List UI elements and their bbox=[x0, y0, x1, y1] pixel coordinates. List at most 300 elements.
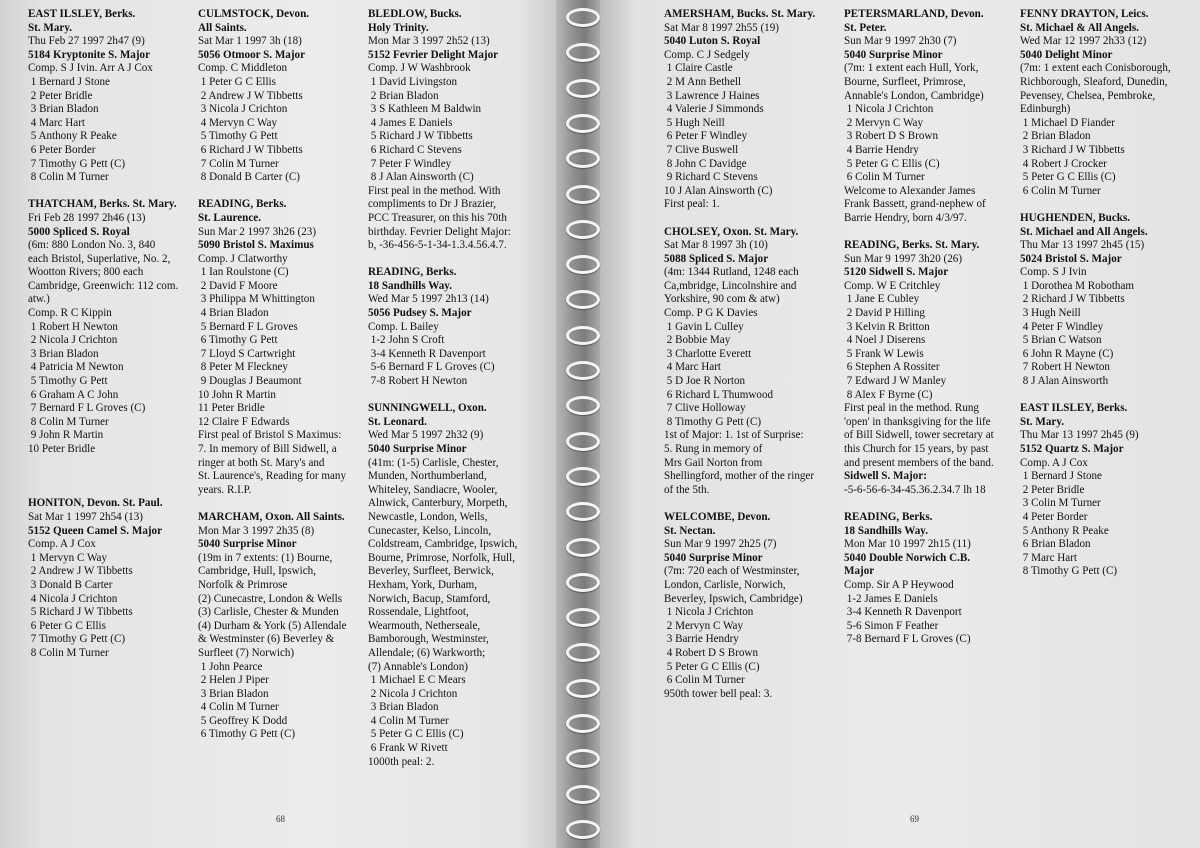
entry-line: 8 Colin M Turner bbox=[28, 171, 109, 184]
entry-line: 2 Mervyn C Way bbox=[664, 619, 744, 632]
entry-line: -5-6-56-6-34-45.36.2.34.7 lh 18 bbox=[844, 483, 986, 496]
entry-line: 1 Claire Castle bbox=[664, 62, 733, 75]
entry-heading: BLEDLOW, Bucks. bbox=[368, 8, 462, 20]
page-number-right: 69 bbox=[910, 814, 919, 824]
entry-line: 6 Richard J W Tibbetts bbox=[198, 143, 303, 156]
entry-line: (6m: 880 London No. 3, 840 bbox=[28, 239, 156, 252]
entry-heading: Holy Trinity. bbox=[368, 21, 429, 34]
entry-line: 7 Marc Hart bbox=[1020, 551, 1077, 564]
entry-line: Pevensey, Chelsea, Pembroke, bbox=[1020, 89, 1156, 102]
entry-line: Comp. Sir A P Heywood bbox=[844, 578, 954, 591]
entry-line: 8 Timothy G Pett (C) bbox=[664, 415, 762, 428]
entry-line: 3 Brian Bladon bbox=[368, 701, 439, 714]
right-page-column-3 bbox=[1020, 8, 1171, 579]
entry-heading: 5040 Surprise Minor bbox=[368, 443, 467, 455]
entry-line: 7 Colin M Turner bbox=[198, 157, 279, 170]
entry-line: 3 S Kathleen M Baldwin bbox=[368, 103, 482, 116]
entry-heading: 5040 Surprise Minor bbox=[844, 48, 943, 61]
entry-line: 1-2 John S Croft bbox=[368, 334, 445, 347]
entry-line: 2 Brian Bladon bbox=[1020, 130, 1091, 143]
entry-line: 10 J Alan Ainsworth (C) bbox=[664, 184, 773, 197]
entry-line: Shellingford, mother of the ringer bbox=[664, 470, 815, 483]
binding-ring bbox=[566, 326, 600, 345]
right-page-column-1 bbox=[664, 8, 815, 701]
entry-heading: St. Laurence. bbox=[198, 211, 261, 224]
entry-heading: 5040 Luton S. Royal bbox=[664, 35, 761, 48]
entry-line: 2 Richard J W Tibbetts bbox=[1020, 293, 1125, 306]
entry-line: First peal of Bristol S Maximus: bbox=[198, 429, 342, 442]
binding-ring bbox=[566, 255, 600, 274]
binding-ring bbox=[566, 820, 600, 839]
entry-line: Cambridge, Greenwich: 112 com. bbox=[28, 279, 179, 292]
entry-line: 2 Helen J Piper bbox=[198, 674, 269, 687]
entry-line: Bourne, Primrose, Norfolk, Hull, bbox=[368, 551, 515, 564]
entry-line: 4 Colin M Turner bbox=[368, 714, 449, 727]
entry-line: 6 Richard C Stevens bbox=[368, 143, 462, 156]
entry-heading: SUNNINGWELL, Oxon. bbox=[368, 402, 487, 415]
page-number-left: 68 bbox=[276, 814, 285, 824]
entry-heading: 5088 Spliced S. Major bbox=[664, 252, 769, 265]
entry-line: Comp. S J Ivin bbox=[1020, 266, 1087, 279]
entry-heading: 5000 Spliced S. Royal bbox=[28, 225, 130, 238]
entry-line: 4 Noel J Diserens bbox=[844, 334, 926, 347]
entry-line: 1 Nicola J Crichton bbox=[844, 103, 934, 116]
entry-line: 4 Brian Bladon bbox=[198, 307, 269, 320]
entry-line: Sun Mar 2 1997 3h26 (23) bbox=[198, 225, 317, 238]
entry-heading: READING, Berks. bbox=[844, 510, 933, 523]
entry-line: 6 Peter F Windley bbox=[664, 130, 748, 143]
entry-line: London, Carlisle, Norwich, bbox=[664, 578, 786, 591]
entry-line: (41m: (1-5) Carlisle, Chester, bbox=[368, 456, 499, 469]
entry-line: 3 Brian Bladon bbox=[198, 687, 269, 700]
entry-line: (4m: 1344 Rutland, 1248 each bbox=[664, 266, 799, 279]
entry-line: 3 Kelvin R Britton bbox=[844, 320, 930, 333]
entry-line: Norfolk & Primrose bbox=[198, 578, 288, 591]
entry-line: 'open' in thanksgiving for the life bbox=[844, 415, 991, 428]
entry-line: Comp. A J Cox bbox=[1020, 456, 1088, 469]
entry-line: 3 Colin M Turner bbox=[1020, 497, 1101, 510]
entry-line: 1 Michael E C Mears bbox=[368, 674, 466, 687]
entry-line: Sat Mar 1 1997 2h54 (13) bbox=[28, 510, 143, 523]
spacer bbox=[1020, 198, 1171, 212]
entry-line: 6 Richard L Thumwood bbox=[664, 388, 774, 401]
entry-line: 2 David P Hilling bbox=[844, 307, 925, 320]
entry-heading: 5056 Pudsey S. Major bbox=[368, 307, 472, 320]
binding-ring bbox=[566, 8, 600, 27]
entry-line: 5 D Joe R Norton bbox=[664, 375, 746, 388]
entry-line: 3 Robert D S Brown bbox=[844, 130, 938, 143]
entry-line: 4 Robert J Crocker bbox=[1020, 157, 1107, 170]
entry-line: 5 Geoffrey K Dodd bbox=[198, 714, 288, 727]
entry-line: 5 Anthony R Peake bbox=[28, 130, 117, 143]
entry-heading: All Saints. bbox=[198, 21, 247, 34]
entry-line: Comp. C J Sedgely bbox=[664, 48, 750, 61]
entry-line: 7. In memory of Bill Sidwell, a bbox=[198, 443, 337, 455]
entry-heading: 18 Sandhills Way. bbox=[368, 279, 452, 292]
entry-line: 1 Ian Roulstone (C) bbox=[198, 266, 289, 279]
entry-line: 3 Donald B Carter bbox=[28, 578, 113, 591]
entry-line: 1 David Livingston bbox=[368, 75, 458, 88]
spacer bbox=[198, 497, 347, 511]
entry-line: 950th tower bell peal: 3. bbox=[664, 687, 773, 700]
entry-line: (19m in 7 extents: (1) Bourne, bbox=[198, 551, 333, 564]
entry-heading: St. Mary. bbox=[28, 21, 73, 34]
entry-line: Comp. J Clatworthy bbox=[198, 252, 288, 265]
entry-heading: 5152 Queen Camel S. Major bbox=[28, 524, 163, 537]
entry-line: 2 Mervyn C Way bbox=[844, 116, 924, 129]
entry-line: 6 Graham A C John bbox=[28, 388, 119, 401]
entry-line: 2 Bobbie May bbox=[664, 334, 731, 347]
entry-line: Bamborough, Westminster, bbox=[368, 633, 489, 646]
entry-line: Thu Mar 13 1997 2h45 (15) bbox=[1020, 239, 1145, 252]
entry-line: 10 Peter Bridle bbox=[28, 443, 96, 455]
entry-line: 2 Brian Bladon bbox=[368, 89, 439, 102]
entry-line: 8 Donald B Carter (C) bbox=[198, 171, 300, 184]
entry-line: Wed Mar 5 1997 2h13 (14) bbox=[368, 293, 489, 306]
entry-heading: 5184 Kryptonite S. Major bbox=[28, 48, 151, 61]
entry-line: 5 Peter G C Ellis (C) bbox=[1020, 171, 1116, 184]
spacer bbox=[28, 457, 178, 471]
binding-ring bbox=[566, 185, 600, 204]
entry-heading: READING, Berks. St. Mary. bbox=[844, 239, 980, 252]
entry-line: 3-4 Kenneth R Davenport bbox=[368, 347, 486, 360]
entry-heading: 5152 Quartz S. Major bbox=[1020, 443, 1124, 455]
entry-line: Surfleet (7) Norwich) bbox=[198, 646, 295, 659]
entry-line: (2) Cunecastre, London & Wells bbox=[198, 592, 343, 605]
entry-line: 7 Edward J W Manley bbox=[844, 375, 947, 388]
entry-line: atw.) bbox=[28, 293, 50, 306]
entry-line: years. R.I.P. bbox=[198, 483, 252, 496]
left-page bbox=[0, 0, 563, 848]
entry-line: 7 Clive Buswell bbox=[664, 143, 739, 156]
entry-line: 7 Peter F Windley bbox=[368, 157, 452, 170]
entry-line: Bourne, Surfleet, Primrose, bbox=[844, 75, 966, 88]
entry-line: 8 Alex F Byrne (C) bbox=[844, 388, 933, 401]
entry-line: 2 Peter Bridle bbox=[28, 89, 93, 102]
entry-line: 5 Brian C Watson bbox=[1020, 334, 1102, 347]
spacer bbox=[28, 185, 178, 199]
entry-line: Newcastle, London, Wells, bbox=[368, 510, 488, 523]
entry-line: 7 Lloyd S Cartwright bbox=[198, 347, 296, 360]
binding-ring bbox=[566, 220, 600, 239]
binding-ring bbox=[566, 785, 600, 804]
entry-line: First peal: 1. bbox=[664, 198, 720, 211]
entry-line: First peal in the method. With bbox=[368, 184, 501, 197]
binding-ring bbox=[566, 538, 600, 557]
entry-line: Whiteley, Sandiacre, Wooler, bbox=[368, 483, 498, 496]
entry-line: 12 Claire F Edwards bbox=[198, 415, 290, 428]
entry-line: 1 Bernard J Stone bbox=[28, 75, 110, 88]
entry-heading: St. Nectan. bbox=[664, 524, 716, 537]
entry-line: 8 J Alan Ainsworth (C) bbox=[368, 171, 474, 184]
entry-line: 8 Colin M Turner bbox=[28, 646, 109, 659]
entry-line: of Bill Sidwell, tower secretary at bbox=[844, 429, 994, 442]
entry-line: Wearmouth, Netherseale, bbox=[368, 619, 481, 632]
entry-heading: READING, Berks. bbox=[198, 198, 287, 211]
entry-line: 8 Colin M Turner bbox=[28, 415, 109, 428]
binding-ring bbox=[566, 361, 600, 380]
entry-line: 8 Timothy G Pett (C) bbox=[1020, 565, 1118, 578]
entry-line: 3 Barrie Hendry bbox=[664, 633, 739, 646]
binding-ring bbox=[566, 679, 600, 698]
entry-line: 7-8 Robert H Newton bbox=[368, 375, 468, 388]
entry-line: 6 Colin M Turner bbox=[1020, 184, 1101, 197]
entry-line: 5-6 Bernard F L Groves (C) bbox=[368, 361, 495, 374]
entry-line: 2 M Ann Bethell bbox=[664, 75, 742, 88]
entry-line: 2 Andrew J W Tibbetts bbox=[198, 89, 303, 102]
entry-line: 10 John R Martin bbox=[198, 388, 276, 401]
entry-heading: EAST ILSLEY, Berks. bbox=[28, 8, 136, 20]
entry-line: 1 Nicola J Crichton bbox=[664, 606, 754, 619]
entry-heading: WELCOMBE, Devon. bbox=[664, 510, 771, 523]
entry-heading: 5040 Surprise Minor bbox=[198, 538, 297, 551]
entry-line: 1 Gavin L Culley bbox=[664, 320, 744, 333]
binding-ring bbox=[566, 714, 600, 733]
entry-line: Richborough, Sleaford, Dunedin, bbox=[1020, 75, 1168, 88]
entry-line: 3 Charlotte Everett bbox=[664, 347, 752, 360]
entry-line: 4 Peter F Windley bbox=[1020, 320, 1104, 333]
entry-heading: 5040 Double Norwich C.B. bbox=[844, 551, 971, 564]
entry-line: 1 Mervyn C Way bbox=[28, 551, 108, 564]
entry-line: 8 John C Davidge bbox=[664, 157, 747, 170]
entry-line: (7m: 1 extent each Hull, York, bbox=[844, 62, 979, 75]
entry-line: 5 Timothy G Pett bbox=[198, 130, 278, 143]
entry-line: 1 Bernard J Stone bbox=[1020, 470, 1102, 483]
entry-heading: AMERSHAM, Bucks. St. Mary. bbox=[664, 8, 816, 20]
entry-line: Beverley, Ipswich, Cambridge) bbox=[664, 592, 803, 605]
entry-line: & Westminster (6) Beverley & bbox=[198, 633, 335, 646]
entry-heading: HUGHENDEN, Bucks. bbox=[1020, 211, 1131, 224]
entry-line: 4 Mervyn C Way bbox=[198, 116, 278, 129]
entry-line: 7 Timothy G Pett (C) bbox=[28, 157, 126, 170]
entry-heading: St. Leonard. bbox=[368, 415, 427, 428]
entry-heading: 5024 Bristol S. Major bbox=[1020, 252, 1122, 265]
entry-line: 1 Dorothea M Robotham bbox=[1020, 279, 1135, 292]
entry-line: 3 Philippa M Whittington bbox=[198, 293, 315, 306]
entry-heading: 5040 Surprise Minor bbox=[664, 551, 763, 564]
entry-line: (4) Durham & York (5) Allendale bbox=[198, 619, 347, 632]
entry-line: Comp. R C Kippin bbox=[28, 307, 112, 320]
entry-line: 9 Douglas J Beaumont bbox=[198, 375, 302, 388]
entry-line: Wed Mar 12 1997 2h33 (12) bbox=[1020, 35, 1147, 48]
spacer bbox=[1020, 389, 1171, 403]
entry-line: 7-8 Bernard F L Groves (C) bbox=[844, 633, 971, 646]
entry-line: Comp. S J Ivin. Arr A J Cox bbox=[28, 62, 153, 75]
entry-heading: 5040 Delight Minor bbox=[1020, 48, 1113, 61]
entry-heading: READING, Berks. bbox=[368, 266, 457, 279]
entry-line: 4 Peter Border bbox=[1020, 510, 1088, 523]
entry-line: 6 Peter Border bbox=[28, 143, 96, 156]
entry-line: 2 Andrew J W Tibbetts bbox=[28, 565, 133, 578]
binding-ring bbox=[566, 573, 600, 592]
entry-line: Mon Mar 3 1997 2h35 (8) bbox=[198, 524, 315, 537]
entry-line: Mon Mar 3 1997 2h52 (13) bbox=[368, 35, 490, 48]
entry-line: Comp. P G K Davies bbox=[664, 307, 758, 320]
entry-line: 4 Valerie J Simmonds bbox=[664, 103, 764, 116]
entry-heading: PETERSMARLAND, Devon. bbox=[844, 8, 984, 20]
entry-line: 4 Marc Hart bbox=[664, 361, 721, 374]
entry-line: 3-4 Kenneth R Davenport bbox=[844, 606, 962, 619]
entry-heading: 5152 Fevrier Delight Major bbox=[368, 48, 499, 61]
right-page-column-2 bbox=[844, 8, 994, 647]
entry-line: 3 Hugh Neill bbox=[1020, 307, 1081, 320]
entry-line: 4 Robert D S Brown bbox=[664, 646, 758, 659]
entry-line: Wed Mar 5 1997 2h32 (9) bbox=[368, 429, 484, 442]
spacer bbox=[664, 497, 815, 511]
entry-heading: 18 Sandhills Way. bbox=[844, 524, 928, 537]
entry-heading: Major bbox=[844, 565, 875, 578]
entry-line: 6 Peter G C Ellis bbox=[28, 619, 106, 632]
entry-line: 2 David F Moore bbox=[198, 279, 278, 292]
entry-line: Ca,mbridge, Lincolnshire and bbox=[664, 279, 797, 292]
entry-line: 4 Colin M Turner bbox=[198, 701, 279, 714]
entry-line: 6 Timothy G Pett (C) bbox=[198, 728, 296, 741]
entry-line: Coldstream, Cambridge, Ipswich, bbox=[368, 538, 518, 551]
entry-line: 11 Peter Bridle bbox=[198, 402, 265, 415]
entry-line: and present members of the band. bbox=[844, 456, 994, 469]
spacer bbox=[198, 185, 347, 199]
entry-heading: EAST ILSLEY, Berks. bbox=[1020, 402, 1128, 415]
entry-heading: St. Michael and All Angels. bbox=[1020, 225, 1148, 238]
entry-line: 1000th peal: 2. bbox=[368, 755, 435, 768]
entry-heading: HONITON, Devon. St. Paul. bbox=[28, 497, 163, 510]
entry-line: Sun Mar 9 1997 2h30 (7) bbox=[844, 35, 957, 48]
entry-line: 1-2 James E Daniels bbox=[844, 592, 938, 605]
entry-line: Comp. W E Critchley bbox=[844, 279, 941, 292]
entry-line: ringer at both St. Mary's and bbox=[198, 456, 325, 469]
entry-line: 8 J Alan Ainsworth bbox=[1020, 375, 1109, 388]
entry-line: of the 5th. bbox=[664, 483, 710, 496]
entry-line: Wootton Rivers; 800 each bbox=[28, 266, 144, 279]
entry-line: Mon Mar 10 1997 2h15 (11) bbox=[844, 538, 971, 551]
binding-ring bbox=[566, 432, 600, 451]
entry-line: Comp. C Middleton bbox=[198, 62, 288, 75]
entry-line: 5 Peter G C Ellis (C) bbox=[664, 660, 760, 673]
entry-line: Annable's London, Cambridge) bbox=[844, 89, 984, 102]
entry-line: compliments to Dr J Brazier, bbox=[368, 198, 497, 211]
entry-line: Comp. J W Washbrook bbox=[368, 62, 471, 75]
entry-line: Frank Bassett, grand-nephew of bbox=[844, 198, 986, 211]
entry-heading: CULMSTOCK, Devon. bbox=[198, 8, 310, 20]
entry-line: each Bristol, Superlative, No. 2, bbox=[28, 252, 171, 265]
entry-line: 5 Timothy G Pett bbox=[28, 375, 108, 388]
entry-heading: 5056 Otmoor S. Major bbox=[198, 48, 306, 61]
entry-line: 1 Peter G C Ellis bbox=[198, 75, 276, 88]
entry-line: 7 Robert H Newton bbox=[1020, 361, 1110, 374]
spacer bbox=[844, 497, 994, 511]
binding-ring bbox=[566, 608, 600, 627]
entry-line: 3 Richard J W Tibbetts bbox=[1020, 143, 1125, 156]
entry-heading: 5120 Sidwell S. Major bbox=[844, 266, 949, 279]
entry-heading: CHOLSEY, Oxon. St. Mary. bbox=[664, 225, 799, 238]
entry-heading: 5090 Bristol S. Maximus bbox=[198, 239, 314, 252]
entry-line: 5 Peter G C Ellis (C) bbox=[844, 157, 940, 170]
entry-line: Comp. L Bailey bbox=[368, 320, 439, 333]
entry-line: 6 Colin M Turner bbox=[664, 674, 745, 687]
entry-line: 4 Barrie Hendry bbox=[844, 143, 919, 156]
entry-line: 3 Nicola J Crichton bbox=[198, 103, 288, 116]
entry-line: 2 Nicola J Crichton bbox=[28, 334, 118, 347]
entry-line: this Church for 15 years, by past bbox=[844, 443, 989, 455]
entry-line: 6 Timothy G Pett bbox=[198, 334, 278, 347]
entry-line: 6 Frank W Rivett bbox=[368, 742, 448, 755]
spacer bbox=[368, 389, 517, 403]
entry-line: 5-6 Simon F Feather bbox=[844, 619, 939, 632]
entry-line: 3 Lawrence J Haines bbox=[664, 89, 760, 102]
entry-line: 2 Peter Bridle bbox=[1020, 483, 1085, 496]
entry-line: Beverley, Surfleet, Berwick, bbox=[368, 565, 494, 578]
entry-line: 5. Rung in memory of bbox=[664, 443, 763, 455]
entry-line: (3) Carlisle, Chester & Munden bbox=[198, 606, 339, 619]
entry-line: 5 Frank W Lewis bbox=[844, 347, 924, 360]
entry-line: 5 Richard J W Tibbetts bbox=[368, 130, 473, 143]
entry-line: 5 Hugh Neill bbox=[664, 116, 725, 129]
entry-line: 4 Marc Hart bbox=[28, 116, 85, 129]
entry-line: birthday. Fevrier Delight Major: bbox=[368, 225, 511, 238]
spacer bbox=[28, 484, 178, 498]
entry-heading: FENNY DRAYTON, Leics. bbox=[1020, 8, 1149, 20]
entry-line: 7 Timothy G Pett (C) bbox=[28, 633, 126, 646]
entry-heading: Sidwell S. Major: bbox=[844, 470, 927, 483]
entry-line: Mrs Gail Norton from bbox=[664, 456, 763, 469]
binding-ring bbox=[566, 114, 600, 133]
entry-line: 7 Bernard F L Groves (C) bbox=[28, 402, 146, 415]
entry-heading: St. Mary. bbox=[1020, 415, 1065, 428]
entry-line: Rossendale, Lightfoot, bbox=[368, 606, 469, 619]
entry-line: b, -36-456-5-1-34-1.3.4.56.4.7. bbox=[368, 239, 507, 252]
entry-line: 4 Patricia M Newton bbox=[28, 361, 124, 374]
entry-heading: MARCHAM, Oxon. All Saints. bbox=[198, 510, 345, 523]
entry-line: Barrie Hendry, born 4/3/97. bbox=[844, 211, 967, 224]
entry-line: Sat Mar 1 1997 3h (18) bbox=[198, 35, 302, 48]
left-page-column-1 bbox=[28, 8, 178, 661]
left-page-column-3 bbox=[368, 8, 517, 769]
entry-line: 5 Richard J W Tibbetts bbox=[28, 606, 133, 619]
spacer bbox=[368, 253, 517, 267]
entry-line: 5 Peter G C Ellis (C) bbox=[368, 728, 464, 741]
entry-line: 8 Peter M Fleckney bbox=[198, 361, 288, 374]
spacer bbox=[844, 226, 994, 240]
entry-heading: St. Michael & All Angels. bbox=[1020, 21, 1139, 34]
entry-line: 4 Nicola J Crichton bbox=[28, 592, 118, 605]
entry-line: (7m: 720 each of Westminster, bbox=[664, 565, 800, 578]
entry-line: 9 Richard C Stevens bbox=[664, 171, 758, 184]
entry-line: Edinburgh) bbox=[1020, 103, 1071, 116]
entry-line: Sat Mar 8 1997 2h55 (19) bbox=[664, 21, 779, 34]
entry-heading: St. Peter. bbox=[844, 21, 887, 34]
binding-ring bbox=[566, 79, 600, 98]
entry-line: 6 Brian Bladon bbox=[1020, 538, 1091, 551]
entry-line: (7) Annable's London) bbox=[368, 660, 468, 673]
spacer bbox=[664, 212, 815, 226]
entry-line: Cambridge, Hull, Ipswich, bbox=[198, 565, 317, 578]
entry-line: Fri Feb 28 1997 2h46 (13) bbox=[28, 211, 146, 224]
entry-line: Alnwick, Canterbury, Morpeth, bbox=[368, 497, 508, 510]
entry-line: 3 Brian Bladon bbox=[28, 347, 99, 360]
entry-line: Allendale; (6) Warkworth; bbox=[368, 646, 486, 659]
entry-line: 1 Jane E Cubley bbox=[844, 293, 920, 306]
entry-line: 4 James E Daniels bbox=[368, 116, 453, 129]
entry-line: St. Laurence's, Reading for many bbox=[198, 470, 347, 483]
entry-line: Thu Feb 27 1997 2h47 (9) bbox=[28, 35, 145, 48]
entry-line: 1st of Major: 1. 1st of Surprise: bbox=[664, 429, 804, 442]
entry-line: Sun Mar 9 1997 3h20 (26) bbox=[844, 252, 963, 265]
entry-line: Thu Mar 13 1997 2h45 (9) bbox=[1020, 429, 1139, 442]
entry-line: 1 Michael D Fiander bbox=[1020, 116, 1115, 129]
entry-line: PCC Treasurer, on this his 70th bbox=[368, 211, 507, 224]
binding-ring bbox=[566, 467, 600, 486]
entry-line: Hexham, York, Durham, bbox=[368, 578, 478, 591]
